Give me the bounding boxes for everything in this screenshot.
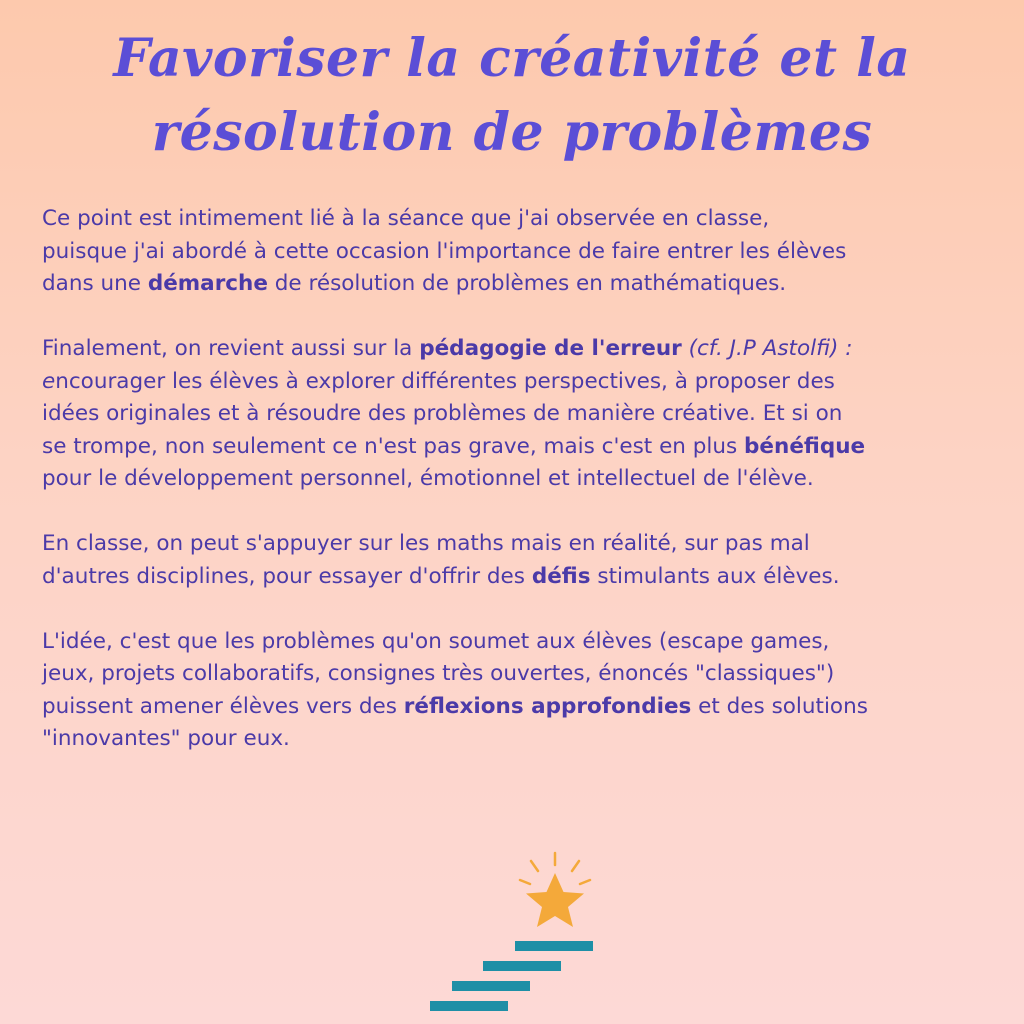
p4-line-3-rest: et des solutions	[691, 693, 868, 719]
p2-line-2-text: ncourager les élèves à explorer différentes perspectives, à proposer des	[55, 368, 835, 394]
p4-line-4: "innovantes" pour eux.	[42, 726, 290, 751]
bold-defis: défis	[531, 563, 591, 589]
title-line-2: résolution de problèmes	[151, 102, 873, 163]
p2-line-4	[42, 431, 992, 464]
p2-line-4-text: se trompe, non seulement ce n'est pas grave, mais c'est en plus	[42, 433, 745, 459]
star-on-stairs-icon	[420, 845, 610, 1024]
p2-line-5: pour le développement personnel, émotionnel et intellectuel de l'élève.	[42, 466, 814, 491]
title-line-1: Favoriser la créativité et la	[113, 28, 911, 89]
paragraph-1	[42, 203, 992, 301]
citation-astolfi: (cf. J.P Astolfi) :	[681, 336, 853, 361]
paragraph-4	[42, 626, 992, 756]
p1-line-3-text: dans une	[42, 271, 148, 296]
p1-line-3	[42, 268, 992, 301]
paragraph-3	[42, 528, 992, 593]
p4-line-1: L'idée, c'est que les problèmes qu'on soumet aux élèves (escape games,	[42, 628, 830, 654]
bold-pedagogie-erreur: pédagogie de l'erreur	[419, 336, 682, 361]
p3-line-2-text: d'autres disciplines, pour essayer d'offrir des	[42, 563, 532, 589]
stairs	[430, 941, 593, 1011]
p4-line-3	[42, 691, 992, 724]
p1-line-2: puisque j'ai abordé à cette occasion l'importance de faire entrer les élèves	[42, 238, 847, 264]
p3-line-2-rest: stimulants aux élèves.	[590, 563, 840, 589]
p3-line-1: En classe, on peut s'appuyer sur les maths mais en réalité, sur pas mal	[42, 531, 810, 556]
p2-line-1	[42, 333, 992, 366]
bold-reflexions: réflexions approfondies	[403, 693, 692, 719]
body-text	[42, 203, 992, 788]
bold-benefique: bénéfique	[744, 433, 866, 459]
paragraph-2	[42, 333, 992, 496]
p2-line-3: idées originales et à résoudre des problèmes de manière créative. Et si on	[42, 401, 843, 426]
p2-line-1-text: Finalement, on revient aussi sur la	[42, 336, 420, 361]
p2-line-2	[42, 366, 992, 399]
p1-line-1: Ce point est intimement lié à la séance que j'ai observée en classe,	[42, 206, 770, 231]
p4-line-2: jeux, projets collaboratifs, consignes très ouvertes, énoncés "classiques")	[42, 661, 835, 686]
p3-line-2	[42, 561, 992, 594]
p4-line-3-text: puissent amener élèves vers des	[42, 693, 404, 719]
bold-demarche: démarche	[147, 271, 268, 296]
p2-line-2-initial: e	[42, 368, 56, 394]
page-title	[0, 22, 1024, 170]
p1-line-3-rest: de résolution de problèmes en mathématiques.	[267, 271, 787, 296]
star-shape	[526, 873, 584, 927]
